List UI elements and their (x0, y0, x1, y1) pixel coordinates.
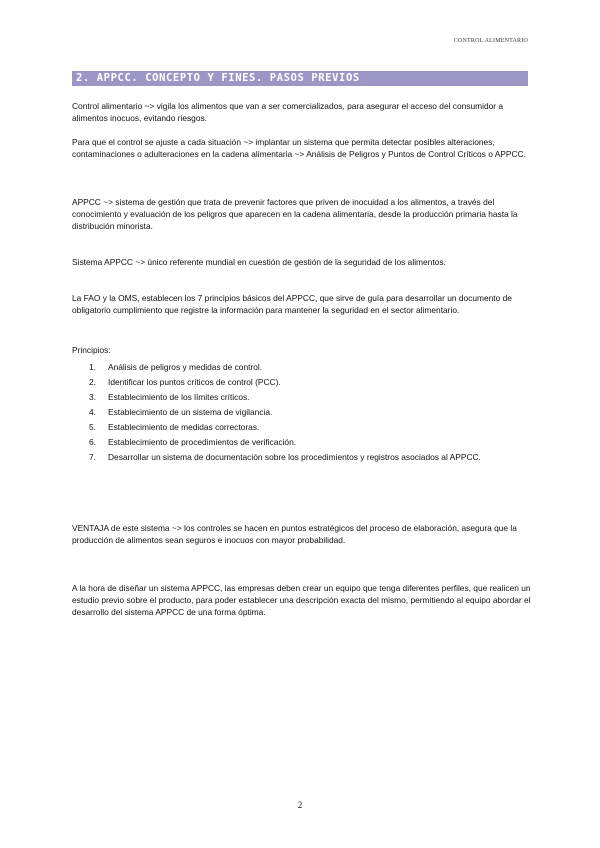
list-item-number: 3. (89, 392, 96, 402)
list-item (72, 421, 532, 433)
principles-list (72, 361, 532, 466)
list-item-number: 7. (89, 452, 96, 462)
paragraph-control-alimentario: Control alimentario ~> vigila los alimentos que van a ser comercializados, para asegurar el acceso del consumidor a alimentos inocuos, evitando riesgos. (72, 101, 504, 123)
principles-label: Principios: (72, 345, 111, 355)
list-item-number: 4. (89, 407, 96, 417)
list-item (72, 376, 532, 388)
list-item-text: Identificar los puntos críticos de control (PCC). (108, 377, 281, 387)
paragraph-ventaja: VENTAJA de este sistema ~> los controles se hacen en puntos estratégicos del proceso de elaboración, asegura que la producción de alimentos sean seguros e inocuos con mayor probabilidad. (72, 523, 517, 545)
running-header: CONTROL ALIMENTARIO (453, 38, 528, 44)
list-item-text: Desarrollar un sistema de documentación sobre los procedimientos y registros asociados al APPCC. (108, 452, 481, 462)
paragraph-diseno-sistema: A la hora de diseñar un sistema APPCC, las empresas deben crear un equipo que tenga diferentes perfiles, que realicen un estudio previo sobre el producto, para poder establecer una descripción exacta del mismo, permitiendo al equipo abordar el desarrollo del sistema APPCC de una forma óptima. (72, 583, 531, 617)
list-item (72, 361, 532, 373)
list-item-text: Establecimiento de procedimientos de verificación. (108, 437, 297, 447)
page-number: 2 (297, 800, 303, 810)
list-item-text: Establecimiento de medidas correctoras. (108, 422, 260, 432)
paragraph-referente-mundial: Sistema APPCC ~> único referente mundial en cuestión de gestión de la seguridad de los alimentos. (72, 257, 446, 267)
list-item-number: 2. (89, 377, 96, 387)
paragraph-implantar-sistema: Para que el control se ajuste a cada situación ~> implantar un sistema que permita detectar posibles alteraciones, contaminaciones o adulteraciones en la cadena alimentaria ~> Análisis de Peligros y Puntos de Control Críticos o APPCC. (72, 137, 526, 159)
list-item (72, 436, 532, 448)
paragraph-fao-oms: La FAO y la OMS, establecen los 7 principios básicos del APPCC, que sirve de guía para desarrollar un documento de obligatorio cumplimiento que registre la información para mantener la seguridad en el sector alimentario. (72, 293, 512, 315)
list-item-text: Establecimiento de los límites críticos. (108, 392, 250, 402)
list-item-number: 6. (89, 437, 96, 447)
list-item (72, 451, 532, 463)
list-item-text: Establecimiento de un sistema de vigilancia. (108, 407, 273, 417)
paragraph-appcc-definicion: APPCC ~> sistema de gestión que trata de prevenir factores que priven de inocuidad a los alimentos, a través del conocimiento y evaluación de los peligros que aparecen en la cadena alimentaria, desde la producción primaria hasta la distribución minorista. (72, 197, 518, 231)
list-item-text: Análisis de peligros y medidas de control. (108, 362, 263, 372)
section-title: 2. APPCC. CONCEPTO Y FINES. PASOS PREVIOS (76, 72, 360, 84)
list-item-number: 5. (89, 422, 96, 432)
list-item (72, 406, 532, 418)
list-item-number: 1. (89, 362, 96, 372)
section-title-bar (72, 71, 528, 86)
list-item (72, 391, 532, 403)
